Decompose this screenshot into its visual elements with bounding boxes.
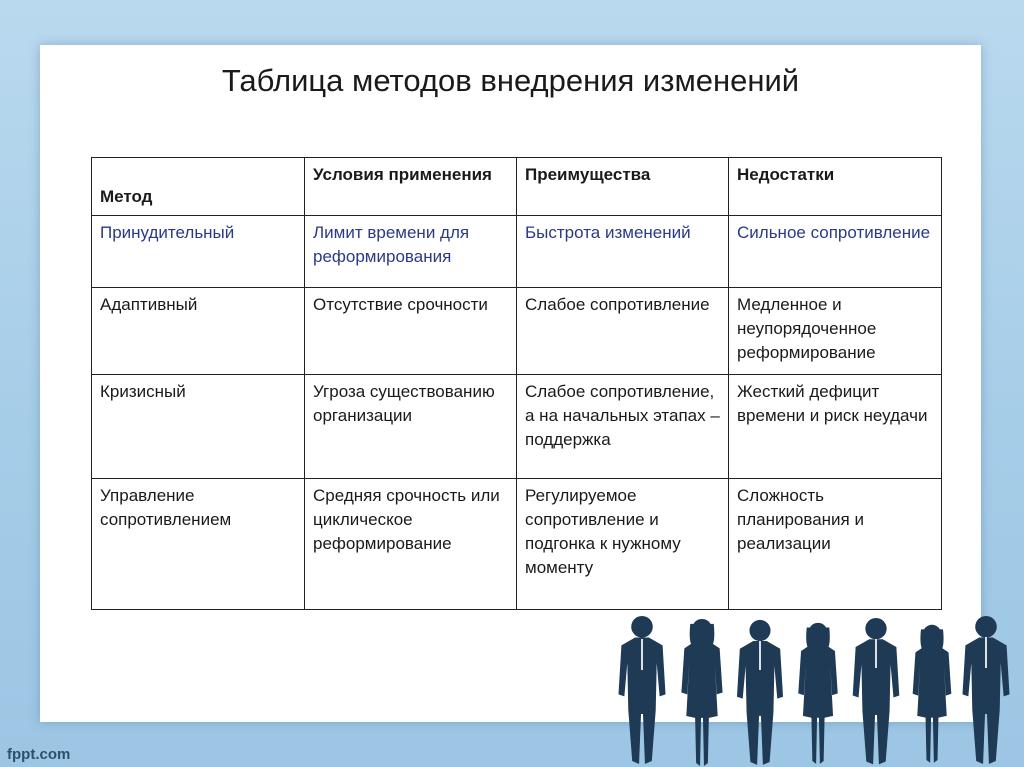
methods-table xyxy=(91,157,942,610)
table-row xyxy=(92,216,942,288)
table-cell: Регулируемое сопротивление и подгонка к нужному моменту xyxy=(517,479,729,610)
header-method: Метод xyxy=(92,158,305,216)
table-cell: Управление сопротивлением xyxy=(92,479,305,610)
header-advantages: Преимущества xyxy=(517,158,729,216)
table-cell: Слабое сопротивление, а на начальных этапах – поддержка xyxy=(517,375,729,479)
table-cell: Слабое сопротивление xyxy=(517,288,729,375)
business-people-icon xyxy=(600,608,1024,767)
header-conditions: Условия применения xyxy=(305,158,517,216)
table-row xyxy=(92,288,942,375)
table-cell: Отсутствие срочности xyxy=(305,288,517,375)
table-cell: Сложность планирования и реализации xyxy=(729,479,942,610)
table-header-row xyxy=(92,158,942,216)
header-disadvantages: Недостатки xyxy=(729,158,942,216)
table-cell: Медленное и неупорядоченное реформирование xyxy=(729,288,942,375)
slide-title: Таблица методов внедрения изменений xyxy=(221,63,800,98)
footer-brand[interactable]: fppt.com xyxy=(7,746,71,763)
table-cell: Угроза существованию организации xyxy=(305,375,517,479)
table-cell: Кризисный xyxy=(92,375,305,479)
table-cell: Сильное сопротивление xyxy=(729,216,942,288)
table-cell: Адаптивный xyxy=(92,288,305,375)
table-cell: Жесткий дефицит времени и риск неудачи xyxy=(729,375,942,479)
table-row xyxy=(92,375,942,479)
table-cell: Быстрота изменений xyxy=(517,216,729,288)
table-cell: Лимит времени для реформирования xyxy=(305,216,517,288)
table-row xyxy=(92,479,942,610)
table-cell: Средняя срочность или циклическое реформирование xyxy=(305,479,517,610)
table-cell: Принудительный xyxy=(92,216,305,288)
